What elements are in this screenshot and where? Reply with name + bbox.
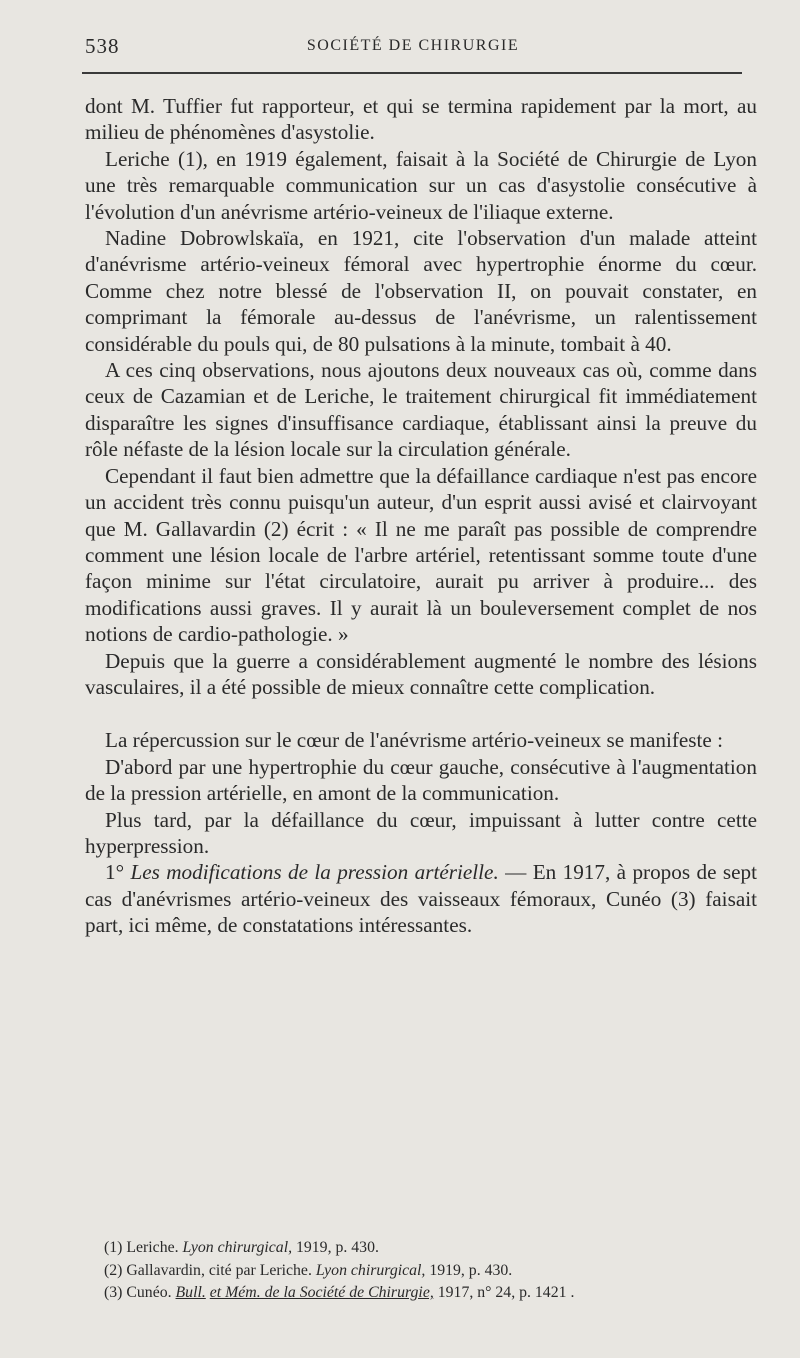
footnotes — [104, 1237, 754, 1305]
page-number: 538 — [85, 34, 120, 58]
paragraph: Leriche (1), en 1919 également, faisait à la Société de Chirurgie de Lyon une très remarquable communication sur un cas d'asystolie consécutive à l'évolution d'un anévrisme artério-veineux de l'iliaque externe. — [85, 146, 757, 224]
section-text: — En 1917, à propos de sept cas d'anévrismes artério-veineux des vaisseaux fémoraux, Cunéo (3) faisait part, ici même, de constatations intéressantes. — [85, 860, 757, 938]
section-title: Les modifications de la pression artérielle. — [130, 860, 499, 885]
footnote-mark: (3) — [104, 1284, 123, 1301]
section-paragraph — [85, 859, 757, 938]
header-rule — [82, 72, 742, 74]
paragraph: Depuis que la guerre a considérablement augmenté le nombre des lésions vasculaires, il a été possible de mieux connaître cette complication. — [85, 648, 757, 699]
body-text — [85, 93, 757, 939]
page-header — [85, 34, 741, 64]
paragraph: dont M. Tuffier fut rapporteur, et qui se termina rapidement par la mort, au milieu de phénomènes d'asystolie. — [85, 94, 757, 145]
section-gap — [85, 700, 757, 727]
footnote-title: Lyon chirurgical, — [182, 1239, 293, 1256]
footnote-ref: 1919, p. 430. — [295, 1239, 379, 1256]
footnote-ref: 1919, p. 430. — [429, 1261, 513, 1279]
running-title: SOCIÉTÉ DE CHIRURGIE — [306, 37, 520, 54]
footnote-mark: (2) — [104, 1261, 123, 1279]
footnote-mark: (1) — [104, 1239, 123, 1256]
section-number: 1° — [105, 860, 125, 885]
footnote-author: Leriche. — [126, 1239, 179, 1256]
footnote-title: Lyon chirurgical, — [315, 1261, 426, 1279]
footnote-title: Bull. — [175, 1284, 206, 1301]
paragraph: Nadine Dobrowlskaïa, en 1921, cite l'observation d'un malade atteint d'anévrisme artério-veineux fémoral avec hypertrophie énorme du cœur. Comme chez notre blessé de l'observation II, on pouvait constater, en comprimant la fémorale au-dessus de l'anévrisme, un ralentissement considérable du pouls qui, de 80 pulsations à la minute, tombait à 40. — [85, 226, 757, 356]
footnote — [104, 1260, 754, 1283]
paragraph: D'abord par une hypertrophie du cœur gauche, consécutive à l'augmentation de la pression artérielle, en amont de la communication. — [85, 754, 757, 806]
footnote-title: et Mém. de la Société de Chirurgie, — [209, 1284, 434, 1301]
paragraph: Cependant il faut bien admettre que la défaillance cardiaque n'est pas encore un accident très connu puisqu'un auteur, d'un esprit aussi avisé et clairvoyant que M. Gallavardin (2) écrit : « Il ne me paraît pas possible de comprendre comment une lésion locale de l'arbre artériel, retentissant somme toute d'une façon minime sur l'état circulatoire, aurait pu arriver à produire... des modifications aussi graves. Il y aurait là un bouleversement complet de nos notions de cardio-pathologie. » — [85, 463, 757, 647]
footnote — [104, 1282, 754, 1305]
footnote-author: Cunéo. — [126, 1284, 172, 1301]
paragraph: La répercussion sur le cœur de l'anévrisme artério-veineux se manifeste : — [105, 728, 724, 753]
footnote-ref: 1917, n° 24, p. 1421 . — [437, 1284, 575, 1301]
footnote — [104, 1237, 754, 1260]
paragraph: Plus tard, par la défaillance du cœur, impuissant à lutter contre cette hyperpression. — [85, 807, 757, 858]
footnote-author: Gallavardin, cité par Leriche. — [126, 1261, 312, 1279]
paragraph: A ces cinq observations, nous ajoutons deux nouveaux cas où, comme dans ceux de Cazamian et de Leriche, le traitement chirurgical fit immédiatement disparaître les signes d'insuffisance cardiaque, établissant ainsi la preuve du rôle néfaste de la lésion locale sur la circulation générale. — [85, 358, 757, 462]
